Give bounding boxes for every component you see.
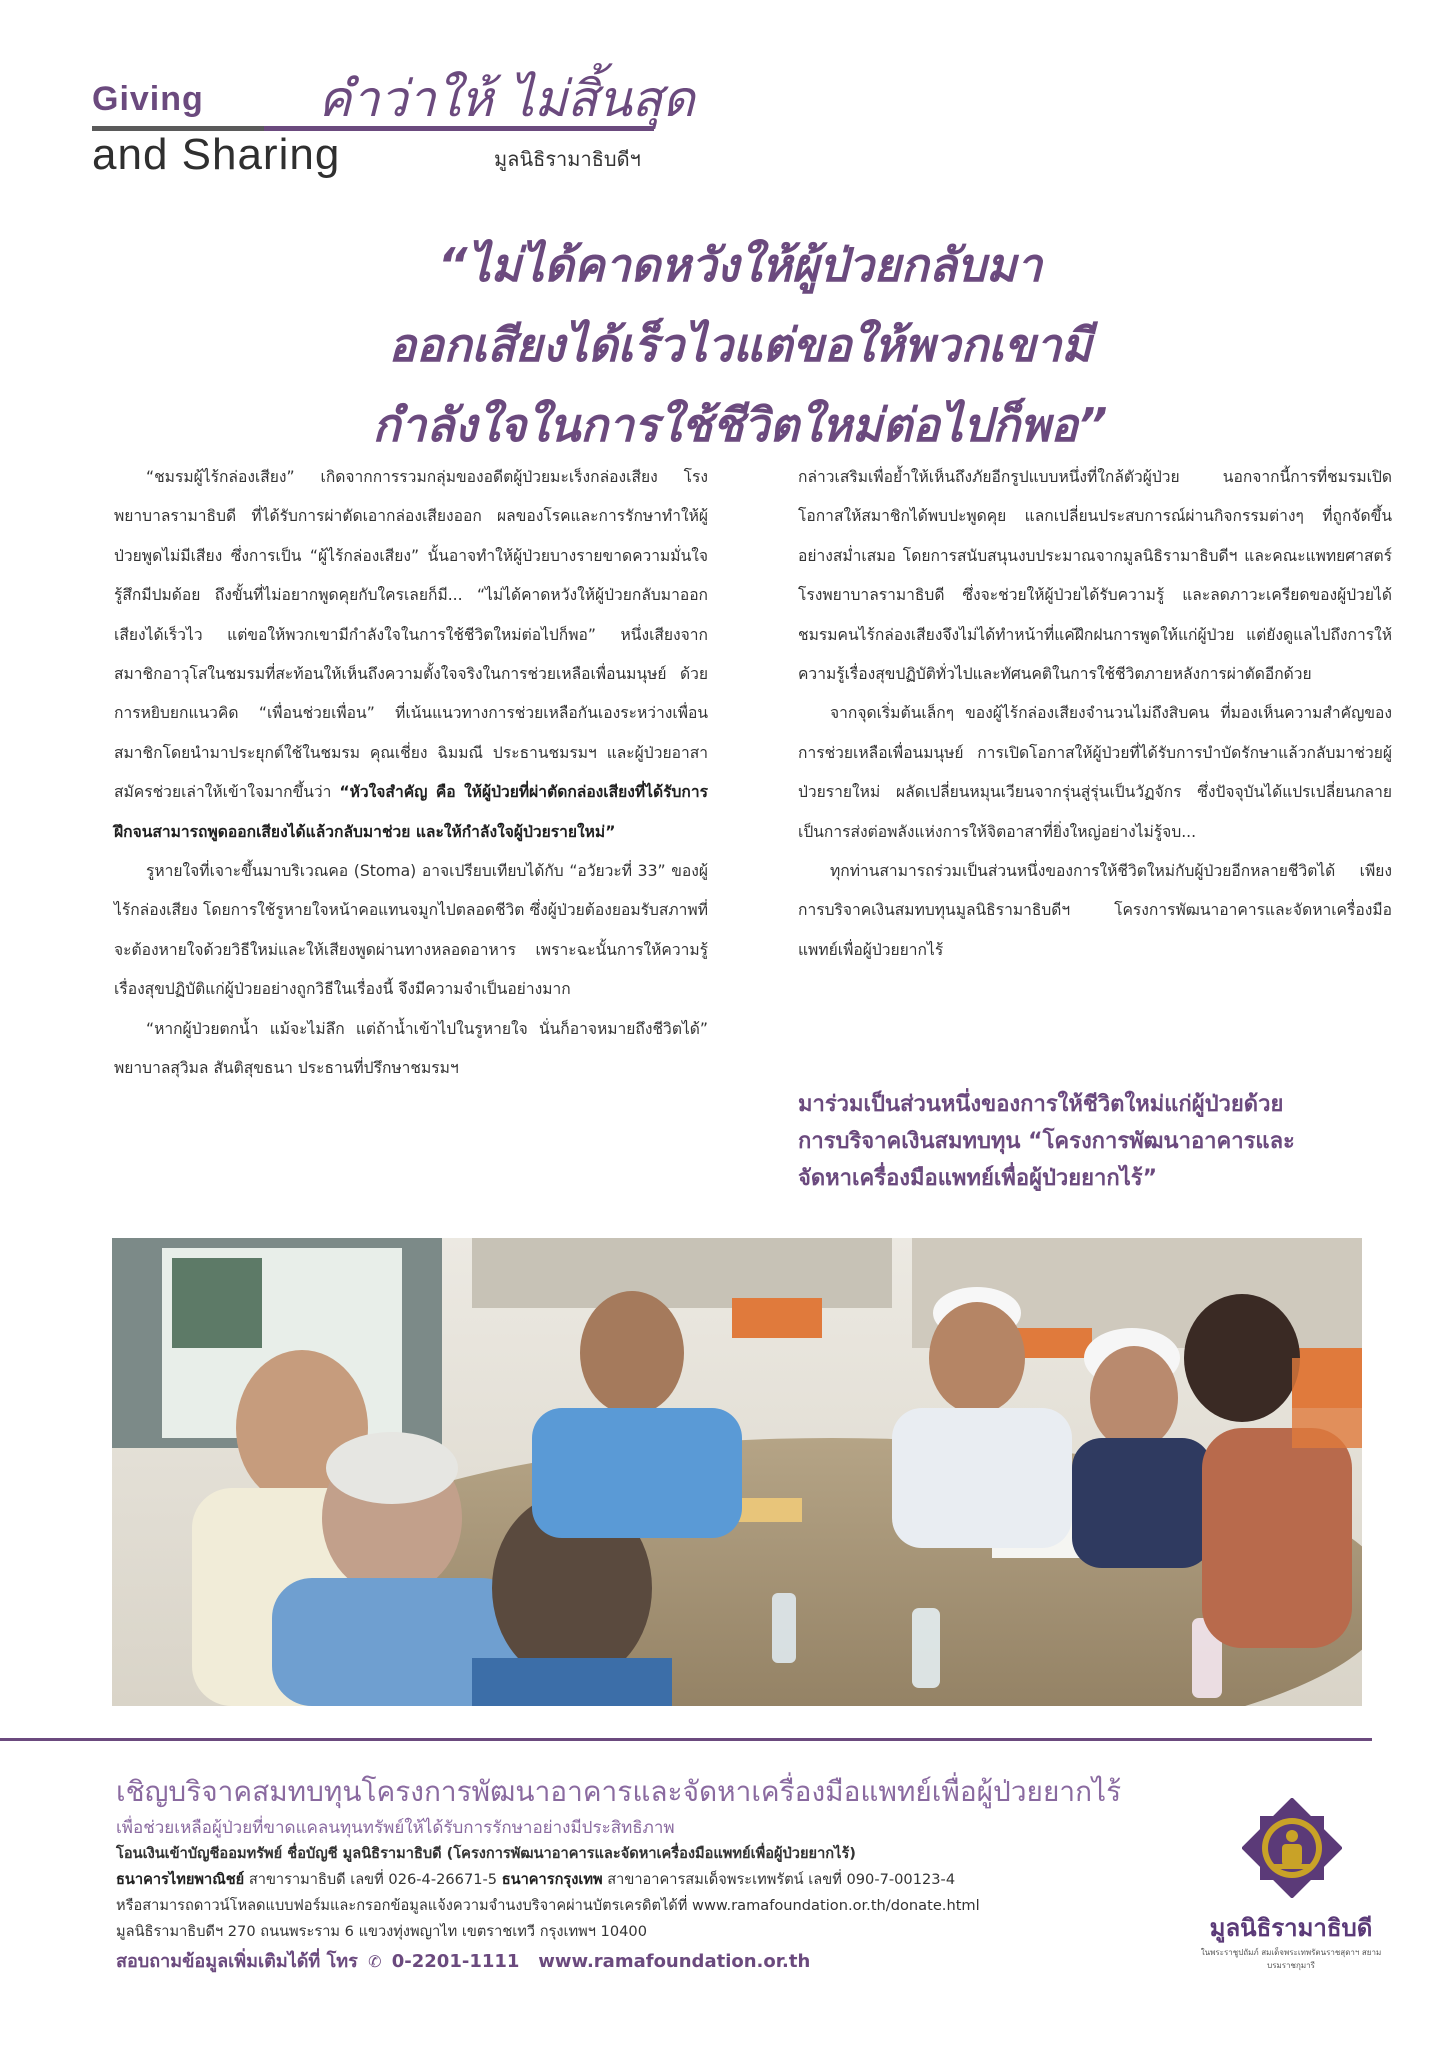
header-script-title: คำว่าให้ ไม่สิ้นสุด xyxy=(318,70,695,128)
headline xyxy=(290,225,1190,465)
meeting-photo xyxy=(112,1238,1362,1706)
article-column-left xyxy=(114,458,708,1089)
headline-line-2: ออกเสียงได้เร็วไวแต่ขอให้พวกเขามี xyxy=(388,318,1092,372)
foundation-logo-tagline: ในพระราชูปถัมภ์ สมเด็จพระเทพรัตนราชสุดาฯ สยามบรมราชกุมารี xyxy=(1200,1948,1382,1970)
callout-line-1: มาร่วมเป็นส่วนหนึ่งของการให้ชีวิตใหม่แก่ผู้ป่วยด้วย xyxy=(798,1092,1284,1117)
callout-line-2: การบริจาคเงินสมทบทุน “โครงการพัฒนาอาคารและ xyxy=(798,1129,1295,1154)
header-subtitle: มูลนิธิรามาธิบดีฯ xyxy=(494,147,641,171)
bank1-detail: สาขารามาธิบดี เลขที่ 026-4-26671-5 xyxy=(248,1871,498,1888)
contact-phone[interactable]: 0-2201-1111 xyxy=(391,1951,520,1972)
phone-icon: ✆ xyxy=(368,1952,382,1971)
header-giving: Giving xyxy=(92,80,204,118)
donation-callout xyxy=(798,1086,1388,1197)
headline-line-3: กำลังใจในการใช้ชีวิตใหม่ต่อไปก็พอ” xyxy=(372,398,1108,452)
footer-address-line: มูลนิธิรามาธิบดีฯ 270 ถนนพระราม 6 แขวงทุ่งพญาไท เขตราชเทวี กรุงเทพฯ 10400 xyxy=(116,1923,647,1940)
article-column-right xyxy=(798,458,1392,970)
footer-bank-line xyxy=(116,1868,955,1891)
headline-line-1: “ไม่ได้คาดหวังให้ผู้ป่วยกลับมา xyxy=(437,238,1043,292)
footer-divider xyxy=(0,1738,1372,1741)
article-paragraph: จากจุดเริ่มต้นเล็กๆ ของผู้ไร้กล่องเสียงจำนวนไม่ถึงสิบคน ที่มองเห็นความสำคัญของการช่วยเหลือเพื่อนมนุษย์ การเปิดโอกาสให้ผู้ป่วยที่ได้รับการบำบัดรักษาแล้วกลับมาช่วยผู้ป่วยรายใหม่ ผลัดเปลี่ยนหมุนเวียนจากรุ่นสู่รุ่นเป็นวัฏจักร ซึ่งปัจจุบันได้แปรเปลี่ยนกลายเป็นการส่งต่อพลังแห่งการให้จิตอาสาที่ยิ่งใหญ่อย่างไม่รู้จบ... xyxy=(798,704,1392,841)
callout-line-3: จัดหาเครื่องมือแพทย์เพื่อผู้ป่วยยากไร้” xyxy=(798,1166,1158,1191)
footer-account-line: โอนเงินเข้าบัญชีออมทรัพย์ ชื่อบัญชี มูลนิธิรามาธิบดี (โครงการพัฒนาอาคารและจัดหาเครื่องมือแพทย์เพื่อผู้ป่วยยากไร้) xyxy=(116,1845,856,1862)
bank2-detail: สาขาอาคารสมเด็จพระเทพรัตน์ เลขที่ 090-7-00123-4 xyxy=(607,1871,956,1888)
footer-title: เชิญบริจาคสมทบทุนโครงการพัฒนาอาคารและจัดหาเครื่องมือแพทย์เพื่อผู้ป่วยยากไร้ xyxy=(116,1775,1122,1808)
foundation-logo-icon xyxy=(1242,1798,1342,1898)
contact-website[interactable]: www.ramafoundation.or.th xyxy=(538,1951,811,1972)
article-paragraph: รูหายใจที่เจาะขึ้นมาบริเวณคอ (Stoma) อาจเปรียบเทียบได้กับ “อวัยวะที่ 33” ของผู้ไร้กล่องเสียง โดยการใช้รูหายใจหน้าคอแทนจมูกไปตลอดชีวิต ซึ่งผู้ป่วยต้องยอมรับสภาพที่จะต้องหายใจด้วยวิธีใหม่และให้เสียงพูดผ่านทางหลอดอาหาร เพราะฉะนั้นการให้ความรู้เรื่องสุขปฏิบัติแก่ผู้ป่วยอย่างถูกวิธีในเรื่องนี้ จึงมีความจำเป็นอย่างมาก xyxy=(114,862,708,999)
bank1-name: ธนาคารไทยพาณิชย์ xyxy=(116,1871,245,1888)
footer-contact-line xyxy=(116,1946,810,1975)
footer-credit-card-line: หรือสามารถดาวน์โหลดแบบฟอร์มและกรอกข้อมูลแจ้งความจำนงบริจาคผ่านบัตรเครดิตได้ที่ www.ramafoundation.or.th/donate.html xyxy=(116,1897,980,1914)
article-paragraph: กล่าวเสริมเพื่อย้ำให้เห็นถึงภัยอีกรูปแบบหนึ่งที่ใกล้ตัวผู้ป่วย นอกจากนี้การที่ชมรมเปิดโอกาสให้สมาชิกได้พบปะพูดคุย แลกเปลี่ยนประสบการณ์ผ่านกิจกรรมต่างๆ ที่ถูกจัดขึ้นอย่างสม่ำเสมอ โดยการสนับสนุนงบประมาณจากมูลนิธิรามาธิบดีฯ และคณะแพทยศาสตร์โรงพยาบาลรามาธิบดี ซึ่งจะช่วยให้ผู้ป่วยได้รับความรู้ และลดภาวะเครียดของผู้ป่วยได้ ชมรมคนไร้กล่องเสียงจึงไม่ได้ทำหน้าที่แค่ฝึกฝนการพูดให้แก่ผู้ป่วย แต่ยังดูแลไปถึงการให้ความรู้เรื่องสุขปฏิบัติทั่วไปและทัศนคติในการใช้ชีวิตภายหลังการผ่าตัดอีกด้วย xyxy=(798,468,1392,684)
foundation-logo-name: มูลนิธิรามาธิบดี xyxy=(1209,1914,1373,1942)
contact-prefix: สอบถามข้อมูลเพิ่มเติมได้ที่ โทร xyxy=(116,1951,358,1972)
meeting-photo-illustration xyxy=(112,1238,1362,1706)
article-paragraph: “หากผู้ป่วยตกน้ำ แม้จะไม่ลึก แต่ถ้าน้ำเข้าไปในรูหายใจ นั่นก็อาจหมายถึงชีวิตได้” พยาบาลสุวิมล สันติสุขธนา ประธานที่ปรึกษาชมรมฯ xyxy=(114,1019,708,1078)
footer-subtitle: เพื่อช่วยเหลือผู้ป่วยที่ขาดแคลนทุนทรัพย์ให้ได้รับการรักษาอย่างมีประสิทธิภาพ xyxy=(116,1818,675,1838)
bank2-name: ธนาคารกรุงเทพ xyxy=(501,1871,603,1888)
header-and-sharing: and Sharing xyxy=(92,130,341,179)
article-paragraph: ทุกท่านสามารถร่วมเป็นส่วนหนึ่งของการให้ชีวิตใหม่กับผู้ป่วยอีกหลายชีวิตได้ เพียงการบริจาคเงินสมทบทุนมูลนิธิรามาธิบดีฯ โครงการพัฒนาอาคารและจัดหาเครื่องมือแพทย์เพื่อผู้ป่วยยากไร้ xyxy=(798,862,1392,959)
article-bold-quote: “หัวใจสำคัญ คือ ให้ผู้ป่วยที่ผ่าตัดกล่องเสียงที่ได้รับการฝึกจนสามารถพูดออกเสียงได้แล้วกลับมาช่วย และให้กำลังใจผู้ป่วยรายใหม่” xyxy=(114,783,708,841)
article-text: “ชมรมผู้ไร้กล่องเสียง” เกิดจากการรวมกลุ่มของอดีตผู้ป่วยมะเร็งกล่องเสียง โรงพยาบาลรามาธิบดี ที่ได้รับการผ่าตัดเอากล่องเสียงออก ผลของโรคและการรักษาทำให้ผู้ป่วยพูดไม่มีเสียง ซึ่งการเป็น “ผู้ไร้กล่องเสียง” นั้นอาจทำให้ผู้ป่วยบางรายขาดความมั่นใจ รู้สึกมีปมด้อย ถึงขั้นที่ไม่อยากพูดคุยกับใครเลยก็มี... “ไม่ได้คาดหวังให้ผู้ป่วยกลับมาออกเสียงได้เร็วไว แต่ขอให้พวกเขามีกำลังใจในการใช้ชีวิตใหม่ต่อไปก็พอ” หนึ่งเสียงจากสมาชิกอาวุโสในชมรมที่สะท้อนให้เห็นถึงความตั้งใจจริงในการช่วยเหลือเพื่อนมนุษย์ ด้วยการหยิบยกแนวคิด “เพื่อนช่วยเพื่อน” ที่เน้นแนวทางการช่วยเหลือกันเองระหว่างเพื่อนสมาชิกโดยนำมาประยุกต์ใช้ในชมรม คุณเชี่ยง ฉิมมณี ประธานชมรมฯ และผู้ป่วยอาสาสมัครช่วยเล่าให้เข้าใจมากขึ้นว่า xyxy=(114,468,708,802)
article-paragraph xyxy=(114,458,708,852)
